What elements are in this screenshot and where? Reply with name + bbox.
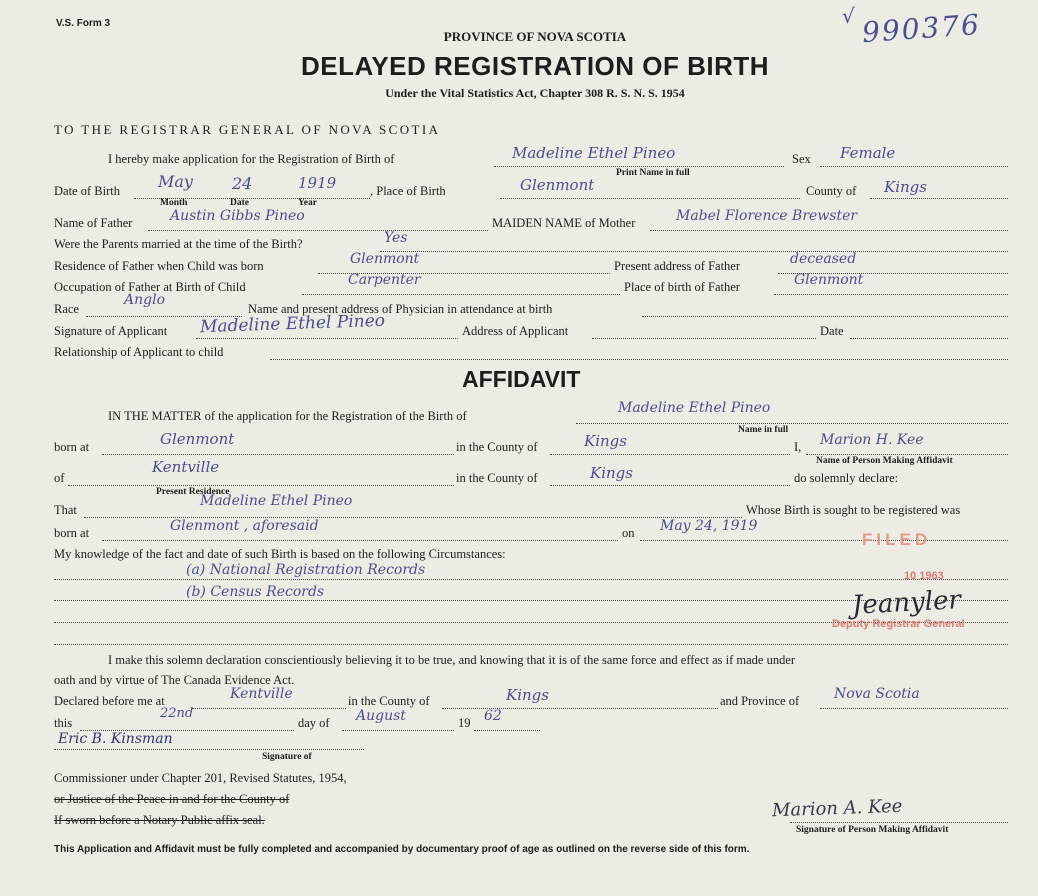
province-heading: PROVINCE OF NOVA SCOTIA (443, 29, 627, 44)
affiant-signature: Marion A. Kee (771, 795, 903, 822)
father-present-address-value: deceased (790, 251, 857, 267)
solemnly-declare-label: do solemnly declare: (794, 471, 899, 485)
whose-birth-label: Whose Birth is sought to be registered was (746, 503, 961, 517)
of-residence-value: Kentville (152, 458, 220, 476)
born-at-2-value: Glenmont , aforesaid (170, 518, 319, 534)
dob-year-value: 1919 (298, 174, 337, 192)
born-at-label-2: born at (54, 526, 90, 540)
signature-of-caption: Signature of (262, 752, 312, 762)
circumstance-2: (b) Census Records (186, 584, 325, 600)
matter-label: IN THE MATTER of the application for the Registration of the Birth of (108, 409, 467, 423)
solemn-declaration-line-1: I make this solemn declaration conscientiously believing it to be true, and knowing that it is of the same force and effect as if made under (108, 653, 796, 667)
race-value: Anglo (124, 292, 165, 308)
applicant-signature-value: Madeline Ethel Pineo (199, 310, 386, 338)
present-residence-caption: Present Residence (156, 487, 230, 497)
month-caption: Month (160, 198, 188, 208)
day-value: 22nd (160, 706, 194, 721)
that-label: That (54, 503, 77, 517)
in-county-label-2: in the County of (456, 471, 538, 485)
place-of-birth-label: , Place of Birth (370, 184, 446, 198)
province-label: and Province of (720, 694, 800, 708)
justice-of-peace-text: or Justice of the Peace in and for the County of (54, 792, 290, 806)
county3-value: Kings (506, 686, 549, 704)
that-value: Madeline Ethel Pineo (200, 493, 353, 509)
year-prefix: 19 (458, 716, 471, 730)
commissioner-text: Commissioner under Chapter 201, Revised Statutes, 1954, (54, 771, 347, 785)
sex-value: Female (840, 144, 896, 162)
applicant-address-label: Address of Applicant (462, 324, 569, 338)
dob-label: Date of Birth (54, 184, 120, 198)
in-county-label-1: in the County of (456, 440, 538, 454)
applicant-date-label: Date (820, 324, 844, 338)
affiant-name-value: Marion H. Kee (820, 432, 924, 448)
year-value: 62 (484, 708, 502, 724)
form-number: V.S. Form 3 (56, 18, 111, 29)
i-label: I, (794, 440, 802, 454)
name-in-full-caption: Name in full (738, 425, 789, 435)
child-name-value: Madeline Ethel Pineo (512, 144, 676, 162)
matter-value: Madeline Ethel Pineo (618, 400, 771, 416)
declared-at-value: Kentville (230, 686, 293, 702)
deputy-registrar-title: Deputy Registrar General (832, 618, 965, 630)
in-county-label-3: in the County of (348, 694, 430, 708)
born-at-value: Glenmont (160, 430, 235, 448)
this-label: this (54, 716, 73, 730)
knowledge-label: My knowledge of the fact and date of such Birth is based on the following Circumstances: (54, 547, 506, 561)
father-residence-label: Residence of Father when Child was born (54, 259, 264, 273)
county1-value: Kings (584, 432, 627, 450)
handwritten-number: 990376 (860, 7, 982, 50)
on-date-value: May 24, 1919 (660, 518, 758, 534)
commissioner-signature: Eric B. Kinsman (58, 731, 173, 747)
filed-stamp: FILED (862, 530, 932, 549)
father-occupation-value: Carpenter (348, 272, 421, 288)
year-caption: Year (298, 198, 317, 208)
father-present-address-label: Present address of Father (614, 259, 741, 273)
parents-married-label: Were the Parents married at the time of the Birth? (54, 237, 303, 251)
father-birthplace-value: Glenmont (794, 272, 864, 288)
parents-married-value: Yes (384, 230, 408, 246)
print-name-caption: Print Name in full (616, 168, 690, 178)
race-label: Race (54, 302, 79, 316)
father-residence-value: Glenmont (350, 251, 420, 267)
registrar-heading: TO THE REGISTRAR GENERAL OF NOVA SCOTIA (54, 122, 441, 137)
dob-month-value: May (158, 172, 193, 191)
on-label: on (622, 526, 635, 540)
physician-label: Name and present address of Physician in attendance at birth (248, 302, 553, 316)
mother-name-label: MAIDEN NAME of Mother (492, 216, 636, 230)
declared-before-label: Declared before me at (54, 694, 165, 708)
day-of-label: day of (298, 716, 330, 730)
county2-value: Kings (590, 464, 633, 482)
father-occupation-label: Occupation of Father at Birth of Child (54, 280, 246, 294)
page-title: DELAYED REGISTRATION OF BIRTH (300, 51, 770, 81)
relationship-label: Relationship of Applicant to child (54, 345, 224, 359)
county-value: Kings (884, 178, 927, 196)
of-label: of (54, 471, 65, 485)
stamp-date: 10 1963 (904, 570, 944, 582)
subtitle: Under the Vital Statistics Act, Chapter 308 R. S. N. S. 1954 (385, 86, 685, 100)
affidavit-title: AFFIDAVIT (462, 366, 581, 392)
father-name-value: Austin Gibbs Pineo (170, 208, 305, 224)
place-of-birth-value: Glenmont (520, 176, 595, 194)
handwritten-check: √ (842, 4, 855, 28)
footer-note: This Application and Affidavit must be fully completed and accompanied by documentary proof of age as outlined on the reverse side of this form. (54, 844, 750, 855)
sex-label: Sex (792, 152, 811, 166)
date-caption: Date (230, 198, 249, 208)
mother-name-value: Mabel Florence Brewster (676, 208, 858, 224)
circumstance-1: (a) National Registration Records (186, 562, 426, 578)
dob-day-value: 24 (232, 174, 253, 193)
applicant-signature-label: Signature of Applicant (54, 324, 168, 338)
affiant-name-caption: Name of Person Making Affidavit (816, 456, 953, 466)
solemn-declaration-line-2: oath and by virtue of The Canada Evidence Act. (54, 673, 295, 687)
province-value: Nova Scotia (834, 686, 920, 702)
father-birthplace-label: Place of birth of Father (624, 280, 740, 294)
registrar-signature: Jeanyler (851, 585, 962, 621)
application-intro-label: I hereby make application for the Registration of Birth of (108, 152, 395, 166)
father-name-label: Name of Father (54, 216, 133, 230)
affiant-signature-caption: Signature of Person Making Affidavit (796, 825, 949, 835)
born-at-label: born at (54, 440, 90, 454)
county-label: County of (806, 184, 857, 198)
month-value: August (356, 708, 406, 724)
notary-text: If sworn before a Notary Public affix seal. (54, 813, 265, 827)
